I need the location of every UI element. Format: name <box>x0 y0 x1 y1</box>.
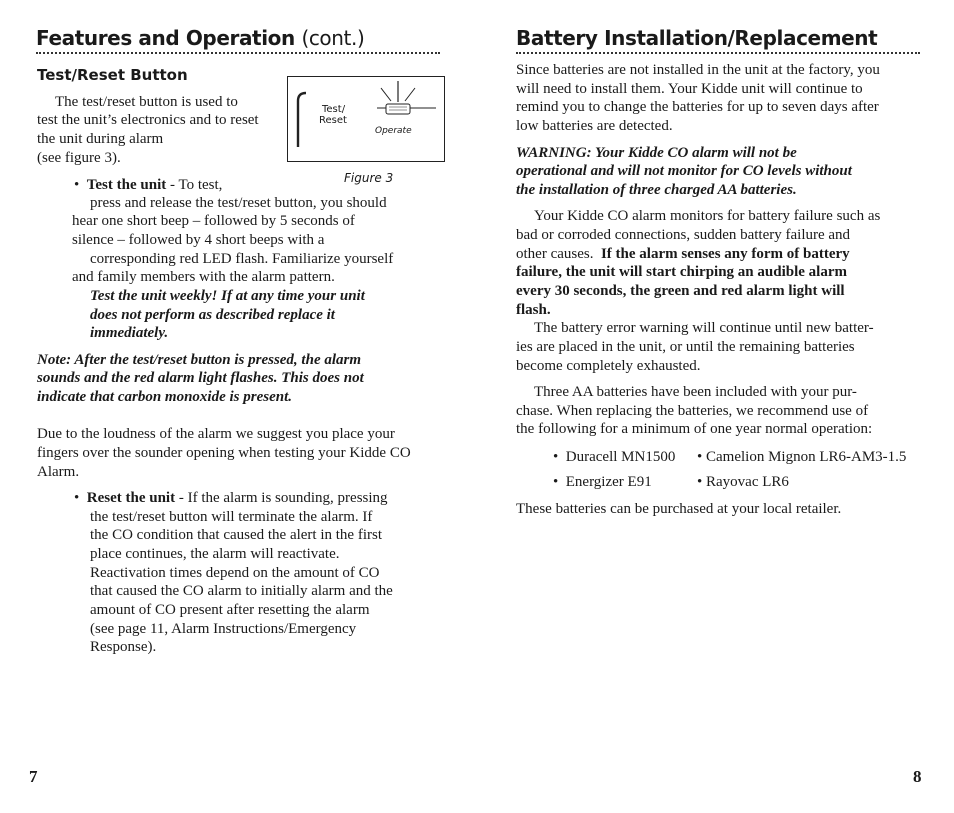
reset-line-5: that caused the CO alarm to initially alarm and the <box>90 583 393 599</box>
reset-line-1: the test/reset button will terminate the alarm. If <box>90 509 373 525</box>
bullet-dot: • <box>74 177 87 193</box>
monitor-line-3-bold: If the alarm senses any form of battery <box>600 246 850 262</box>
loudness-line-1: Due to the loudness of the alarm we suggest you place your <box>37 426 395 442</box>
test-weekly-3: immediately. <box>90 325 169 341</box>
loudness-line-2: fingers over the sounder opening when testing your Kidde CO <box>37 445 411 461</box>
test-unit-text: - To test, <box>166 177 223 193</box>
monitor-bold-3: flash. <box>516 302 551 318</box>
battery-name: Duracell MN1500 <box>565 449 676 465</box>
note-line-3: indicate that carbon monoxide is present. <box>37 389 293 405</box>
monitor-line-1: Your Kidde CO alarm monitors for battery failure such as <box>534 208 881 224</box>
included-line-1: Three AA batteries have been included with your pur- <box>534 384 857 400</box>
note-line-2: sounds and the red alarm light flashes. This does not <box>37 370 364 386</box>
install-line-2: will need to install them. Your Kidde unit will continue to <box>516 81 863 97</box>
error-line-3: become completely exhausted. <box>516 358 701 374</box>
test-weekly-1: Test the unit weekly! If at any time your unit <box>90 288 365 304</box>
heading-cont: (cont.) <box>301 26 365 50</box>
left-page-number: 7 <box>29 767 38 786</box>
test-reset-subheading: Test/Reset Button <box>37 66 188 84</box>
reset-line-4: Reactivation times depend on the amount of CO <box>90 565 380 581</box>
right-page-heading: Battery Installation/Replacement <box>516 26 878 50</box>
install-line-1: Since batteries are not installed in the unit at the factory, you <box>516 62 880 78</box>
warning-line-3: the installation of three charged AA batteries. <box>516 182 797 198</box>
monitor-bold-1: failure, the unit will start chirping an audible alarm <box>516 264 847 280</box>
monitor-bold-2: every 30 seconds, the green and red alarm light will <box>516 283 845 299</box>
reset-unit-text: - If the alarm is sounding, pressing <box>175 490 388 506</box>
test-line-2: hear one short beep – followed by 5 seconds of <box>72 213 355 229</box>
intro-line-2: test the unit’s electronics and to reset <box>37 112 259 128</box>
right-page-number: 8 <box>913 767 922 786</box>
error-line-1: The battery error warning will continue until new batter- <box>534 320 874 336</box>
battery-item-camelion: • Camelion Mignon LR6-AM3-1.5 <box>697 449 907 465</box>
monitor-line-3 <box>516 245 850 264</box>
reset-line-8: Response). <box>90 639 157 655</box>
figure-label-operate: Operate <box>375 126 412 136</box>
reset-unit-label: Reset the unit <box>86 490 176 506</box>
left-heading-rule <box>36 52 440 54</box>
reset-line-6: amount of CO present after resetting the alarm <box>90 602 370 618</box>
included-line-2: chase. When replacing the batteries, we recommend use of <box>516 403 869 419</box>
test-weekly-2: does not perform as described replace it <box>90 307 335 323</box>
heading-main: Features and Operation <box>36 26 295 50</box>
battery-name: Camelion Mignon LR6-AM3-1.5 <box>706 449 907 465</box>
bullet-dot: • <box>74 490 87 506</box>
bullet-test-unit <box>74 176 222 195</box>
monitor-line-3-plain: other causes. <box>516 246 601 262</box>
test-line-5: and family members with the alarm pattern. <box>72 269 335 285</box>
intro-line-3: the unit during alarm <box>37 131 164 147</box>
test-line-3: silence – followed by 4 short beeps with a <box>72 232 325 248</box>
install-line-4: low batteries are detected. <box>516 118 673 134</box>
error-line-2: ies are placed in the unit, or until the remaining batteries <box>516 339 855 355</box>
test-unit-label: Test the unit <box>86 177 167 193</box>
reset-line-7: (see page 11, Alarm Instructions/Emergency <box>90 621 357 637</box>
install-line-3: remind you to change the batteries for up to seven days after <box>516 99 879 115</box>
closing-line: These batteries can be purchased at your local retailer. <box>516 501 842 517</box>
battery-name: Energizer E91 <box>565 474 652 490</box>
warning-line-2: operational and will not monitor for CO levels without <box>516 163 852 179</box>
bullet-reset-unit <box>74 489 388 508</box>
battery-item-duracell: • Duracell MN1500 <box>553 449 676 465</box>
test-line-4: corresponding red LED flash. Familiarize yourself <box>90 251 394 267</box>
warning-line-1: WARNING: Your Kidde CO alarm will not be <box>516 145 797 161</box>
figure-3-box <box>287 76 445 162</box>
loudness-line-3: Alarm. <box>37 464 80 480</box>
figure-3-caption: Figure 3 <box>344 171 394 185</box>
reset-line-3: place continues, the alarm will reactivate. <box>90 546 340 562</box>
monitor-line-2: bad or corroded connections, sudden battery failure and <box>516 227 851 243</box>
battery-item-rayovac: • Rayovac LR6 <box>697 474 789 490</box>
test-line-1: press and release the test/reset button, you should <box>90 195 387 211</box>
reset-line-2: the CO condition that caused the alert in the first <box>90 527 383 543</box>
battery-item-energizer: • Energizer E91 <box>553 474 652 490</box>
figure-3-illustration <box>288 77 444 161</box>
left-page-heading <box>36 26 364 50</box>
intro-line-1: The test/reset button is used to <box>55 94 238 110</box>
included-line-3: the following for a minimum of one year normal operation: <box>516 421 873 437</box>
note-line-1: Note: After the test/reset button is pressed, the alarm <box>37 352 362 368</box>
figure-label-test: Test/ <box>322 104 346 115</box>
battery-name: Rayovac LR6 <box>706 474 789 490</box>
right-heading-rule <box>516 52 920 54</box>
intro-line-4: (see figure 3). <box>37 150 121 166</box>
figure-label-reset: Reset <box>319 115 347 126</box>
